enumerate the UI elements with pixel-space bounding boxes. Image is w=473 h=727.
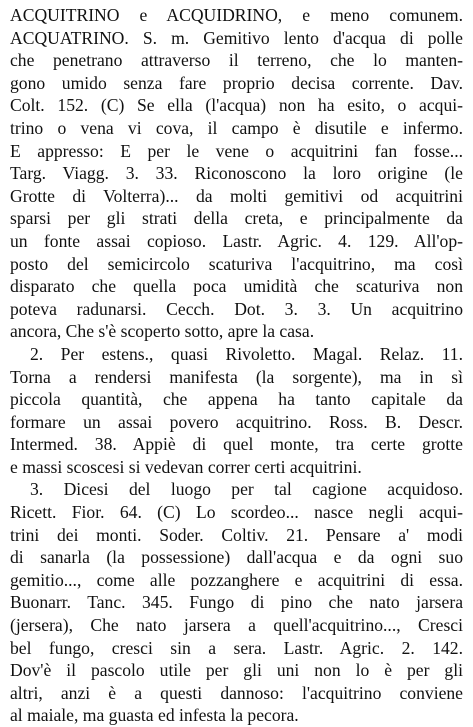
entry-line-24: trini dei monti. Soder. Coltiv. 21. Pensare a' modi [10, 524, 463, 545]
entry-line-12: posto del semicircolo scaturiva l'acquitrino, ma così [10, 253, 463, 274]
entry-line-23: Ricett. Fior. 64. (C) Lo scordeo... nasce negli acqui- [10, 502, 463, 523]
entry-line-3: che penetrano attraverso il terreno, che lo manten- [10, 50, 463, 71]
entry-line-8: Targ. Viagg. 3. 33. Riconoscono la loro origine (le [10, 163, 463, 184]
entry-line-32: al maiale, ma guasta ed infesta la pecora. [10, 705, 299, 726]
entry-line-30: Dov'è il pascolo utile per gli uni non lo è per gli [10, 660, 463, 681]
entry-line-16: 2. Per estens., quasi Rivoletto. Magal. Relaz. 11. [30, 343, 463, 364]
entry-line-26: gemitio..., come alle pozzanghere e acquitrini di essa. [10, 569, 463, 590]
entry-line-29: bel fungo, cresci sin a sera. Lastr. Agric. 2. 142. [10, 637, 463, 658]
entry-line-20: Intermed. 38. Appiè di quel monte, tra certe grotte [10, 434, 463, 455]
entry-line-6: trino o vena vi cova, il campo è disutile e infermo. [10, 117, 463, 138]
entry-line-31: altri, anzi è a questi dannoso: l'acquitrino conviene [10, 682, 463, 703]
entry-line-28: (jersera), Che nato jarsera a quell'acquitrino..., Cresci [10, 615, 463, 636]
entry-line-15: ancora, Che s'è scoperto sotto, apre la casa. [10, 321, 315, 342]
entry-line-27: Buonarr. Tanc. 345. Fungo di pino che nato jarsera [10, 592, 463, 613]
entry-line-21: e massi scoscesi si vedevan correr certi acquitrini. [10, 456, 362, 477]
entry-line-10: sparsi per gli strati della creta, e principalmente da [10, 208, 463, 229]
entry-line-7: E appresso: E per le vene o acquitrini fan fosse... [10, 140, 463, 161]
entry-line-19: formare un assai povero acquitrino. Ross. B. Descr. [10, 411, 463, 432]
entry-line-17: Torna a rendersi manifesta (la sorgente), ma in sì [10, 366, 463, 387]
entry-text [10, 4, 463, 727]
entry-line-1: ACQUITRINO e ACQUIDRINO, e meno comunem. [10, 5, 463, 25]
entry-line-22: 3. Dicesi del luogo per tal cagione acquidoso. [30, 479, 463, 500]
entry-line-5: Colt. 152. (C) Se ella (l'acqua) non ha esito, o acqui- [10, 95, 463, 116]
entry-line-13: disparato che quella poca umidità che scaturiva non [10, 276, 463, 297]
entry-line-14: poteva radunarsi. Cecch. Dot. 3. 3. Un acquitrino [10, 298, 463, 319]
entry-line-2: ACQUATRINO. S. m. Gemitivo lento d'acqua di polle [10, 27, 463, 48]
entry-line-11: un fonte assai copioso. Lastr. Agric. 4. 129. All'op- [10, 230, 463, 251]
entry-line-18: piccola quantità, che appena ha tanto capitale da [10, 389, 463, 410]
entry-line-9: Grotte di Volterra)... da molti gemitivi od acquitrini [10, 185, 463, 206]
entry-line-4: gono umido senza fare proprio decisa corrente. Dav. [10, 72, 463, 93]
entry-line-25: di sanarla (la possessione) dall'acqua e da ogni suo [10, 547, 463, 568]
